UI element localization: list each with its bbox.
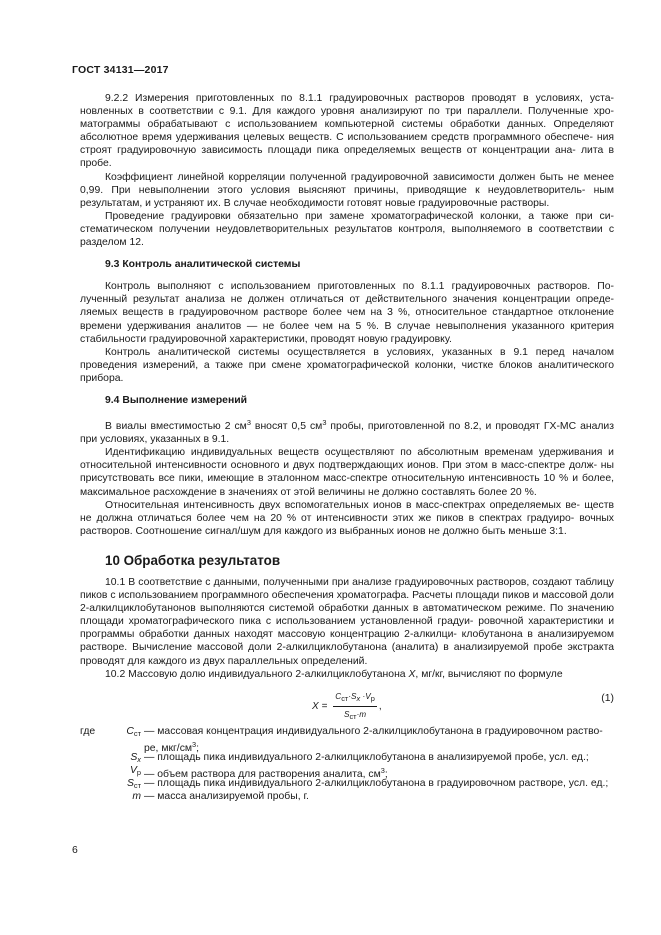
legend-text: — площадь пика индивидуального 2-алкилциклобутанона в градуировочном растворе, усл. ед.; (144, 778, 609, 790)
legend-text: — массовая концентрация индивидуального 2-алкилциклобутанона в градуировочном раство- ре, мкг/$см^3$; (144, 725, 603, 754)
legend-symbol: m (132, 791, 141, 803)
paragraph: Относительная интенсивность двух вспомогательных ионов в масс-спектрах определяемых ве- ществ не должна отличаться более чем на 20 % от интенсивности этих же пиков в спектрах градуиро- вочных растворов. Соотношение сигнал/шум для каждого из выбранных ионов не должно быть меньше 3:1. (80, 499, 615, 537)
legend-item (80, 777, 614, 790)
legend-text: — площадь пика индивидуального 2-алкилциклобутанона в анализируемой пробе, усл. ед.; (144, 751, 589, 763)
legend-item (80, 790, 614, 803)
formula-legend (80, 725, 614, 804)
formula-tail: , (378, 700, 382, 712)
document-body (80, 92, 614, 803)
section-heading-9-4: 9.4 Выполнение измерений (105, 394, 247, 406)
section-heading-10: 10 Обработка результатов (105, 552, 281, 568)
legend-symbol: $C_{ст}$ (126, 725, 141, 738)
paragraph: Коэффициент линейной корреляции полученной градуировочной зависимости должен быть не менее 0,99. При невыполнении этого условия выясняют причины, приводящие к неудовлетворитель- ным результатам, и устраняют их. В случае необходимости готовят новые градуировочные растворы. (80, 171, 615, 209)
formula-lhs: X = (312, 700, 328, 712)
paragraph: В виалы вместимостью 2 $см^3$ вносят 0,5 $см^3$ пробы, приготовленной по 8.2, и проводят ГХ-МС анализ при условиях, указанных в 9.1. (80, 418, 615, 446)
legend-symbol: $V_р$ (129, 765, 141, 778)
formula-denominator: Sст·m (344, 709, 367, 721)
paragraph: 9.2.2 Измерения приготовленных по 8.1.1 градуировочных растворов проводят в условиях, уста- новленных в соответствии с 9.1. Для каждого уровня анализируют по три параллели. Полученные хро- матограммы обрабатывают с использованием компьютерной системы обработки данных. Определяют абсолютное время удерживания целевых веществ. С использованием средств программного обеспече- ния строят градуировочную зависимость площади пика определяемых веществ от концентрации ана- лита в пробе. (80, 93, 614, 170)
section-9-2-2 (80, 92, 614, 249)
page-number: 6 (72, 845, 78, 856)
legend-item (80, 725, 614, 754)
paragraph: 10.1 В соответствие с данными, полученными при анализе градуировочных растворов, создают таблицу пиков с использованием программного обеспечения хроматографа. Расчеты площади пиков и массовой доли 2-алкилциклобутанонов выполняются системой обработки данных в автоматическом режиме. По значению площади хроматографического пика с использованием установленной градуи- ровочной характеристики и программы обработки данных находят массовую концентрацию 2-алкилци- клобутанона в анализируемом растворе. Вычисление массовой доли 2-алкилциклобутанона (аналита) в анализируемой пробе экстракта проводят для каждого из двух параллельных определений. (80, 577, 615, 667)
formula-expression (312, 690, 382, 723)
document-header: ГОСТ 34131—2017 (72, 64, 169, 76)
paragraph: Проведение градуировки обязательно при замене хроматографической колонки, а также при си- стематическом получении неудовлетворительных результатов контроля, выполняемого в соответствии с разделом 12. (80, 210, 615, 249)
formula-number: (1) (601, 692, 614, 704)
section-heading-9-3: 9.3 Контроль аналитической системы (105, 259, 301, 271)
legend-where: где (80, 725, 96, 737)
paragraph: 10.2 Массовую долю индивидуального 2-алкилциклобутанона X, мг/кг, вычисляют по формуле (105, 668, 563, 680)
legend-symbol: $S_x$ (130, 751, 141, 764)
formula-1 (80, 686, 614, 722)
formula-numerator: Cст·Sx ·Vр (333, 690, 377, 707)
paragraph: Контроль выполняют с использованием приготовленных по 8.1.1 градуировочных растворов. По- лученный результат анализа не должен отличаться от действительного значения концентрации опреде- ляемых веществ в градуировочном растворе более чем на 3 %, относительное стандартное отклонение времени удерживания аналитов — не более чем на 5 %. В случае невыполнения указанного критерия стабильности градуировочной характеристики, проводят новую градуировку. (80, 281, 614, 345)
legend-text: — масса анализируемой пробы, г. (144, 791, 309, 803)
paragraph: Контроль аналитической системы осуществляется в условиях, указанных в 9.1 перед началом проведения измерений, а также при смене хроматографической колонки, чистке блоков аналитического прибора. (80, 346, 614, 384)
formula-fraction (333, 690, 377, 723)
legend-text: — объем раствора для растворения аналита, $см^3$; (144, 766, 388, 781)
section-10 (80, 576, 614, 803)
section-9-4 (80, 416, 614, 538)
section-9-3 (80, 280, 614, 385)
paragraph: Идентификацию индивидуальных веществ осуществляют по абсолютным временам удерживания и относительной интенсивности основного и двух подтверждающих ионов. При этом в масс-спектре долж- ны присутствовать все пики, имеющие в эталонном масс-спектре относительную интенсивность 10 % и более, максимальное расхождение в значениях от этой величины не должно составлять более 20 %. (80, 447, 614, 498)
legend-item (80, 764, 614, 781)
legend-item (80, 751, 614, 764)
legend-symbol: $S_{ст}$ (126, 778, 141, 791)
